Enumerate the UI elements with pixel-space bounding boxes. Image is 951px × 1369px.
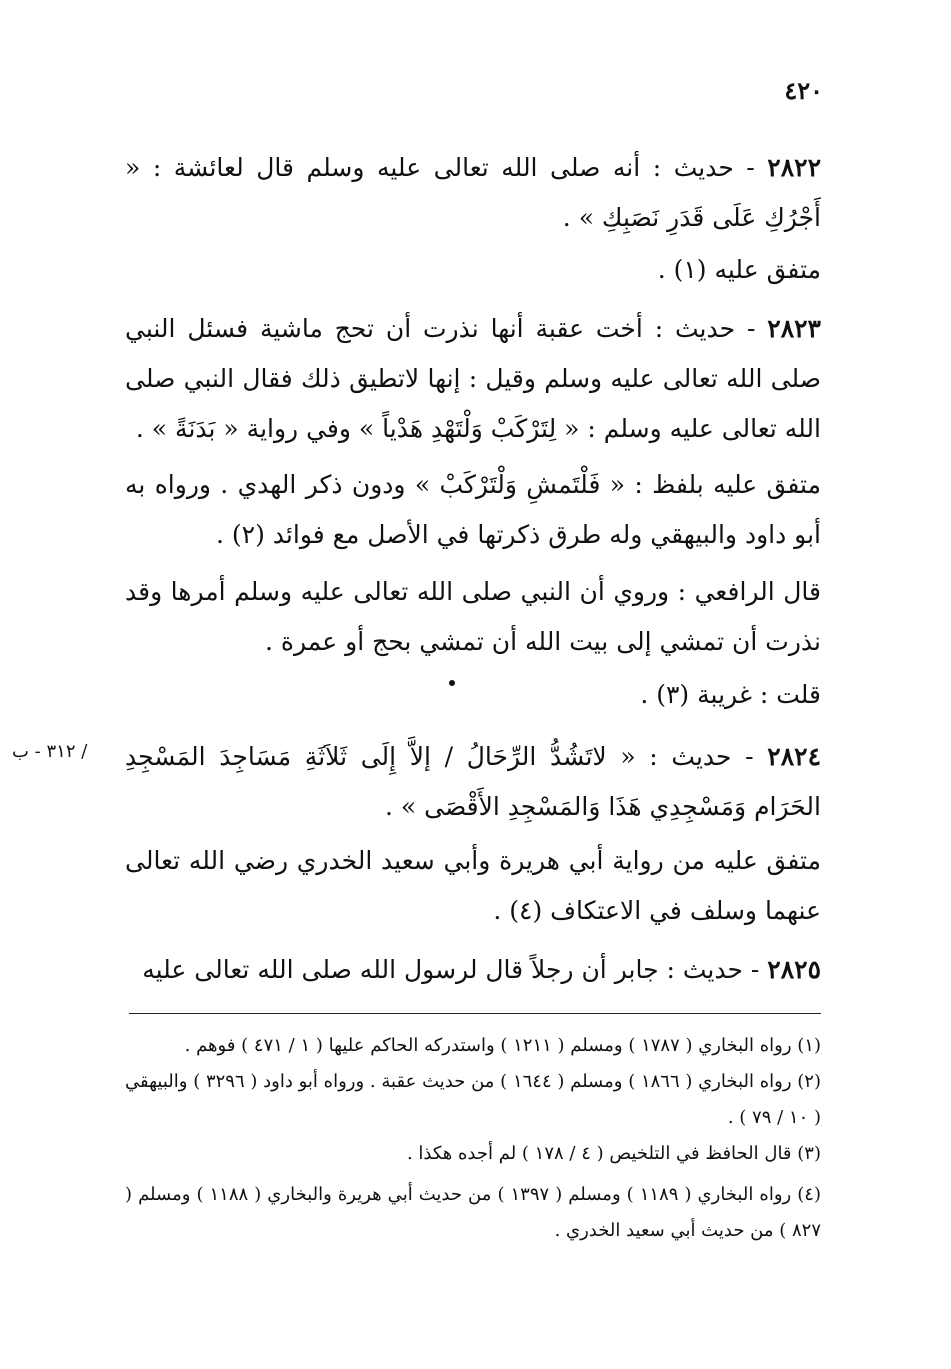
paragraph-text: متفق عليه من رواية أبي هريرة وأبي سعيد الخدري رضي الله تعالى عنهما وسلف في الاعتكاف (٤) . — [125, 846, 821, 925]
hadith-2822 — [125, 143, 821, 243]
hadith-number: ٢٨٢٢ — [767, 153, 821, 182]
hadith-text: - حديث : « لاتَشُدُّ الرِّحَالُ / إلاَّ إِلَى ثَلاَثَةِ مَسَاجِدَ المَسْجِدِ الحَرَام وَمَسْجِدِي هَذَا وَالمَسْجِدِ الأَقْصَى » . — [125, 742, 821, 821]
hadith-2825 — [125, 945, 821, 995]
footnote-4: (٤) رواه البخاري ( ١١٨٩ ) ومسلم ( ١٣٩٧ ) من حديث أبي هريرة والبخاري ( ١١٨٨ ) ومسلم ( ٨٢٧ ) من حديث أبي سعيد الخدري . — [125, 1184, 821, 1241]
paragraph-text: متفق عليه بلفظ : « فَلْتَمشِ وَلْتَرْكَبْ » ودون ذكر الهدي . ورواه به أبو داود والبيهقي وله طرق ذكرتها في الأصل مع فوائد (٢) . — [125, 470, 821, 549]
footnote-separator — [129, 1013, 821, 1014]
takhrij-2824 — [125, 836, 821, 936]
paragraph-text: قال الرافعي : وروي أن النبي صلى الله تعالى عليه وسلم أمرها وقد نذرت أن تمشي إلى بيت الله أن تمشي بحج أو عمرة . — [125, 577, 821, 656]
hadith-2823 — [125, 304, 821, 454]
hadith-text: - حديث : أنه صلى الله تعالى عليه وسلم قال لعائشة : « أَجْرُكِ عَلَى قَدَرِ نَصَبِكِ » . — [125, 153, 821, 232]
rafii-note — [125, 567, 821, 667]
takhrij-2823 — [125, 460, 821, 560]
footnote-2: (٢) رواه البخاري ( ١٨٦٦ ) ومسلم ( ١٦٤٤ ) من حديث عقبة . ورواه أبو داود ( ٣٢٩٦ ) والبيهقي ( ١٠ / ٧٩ ) . — [125, 1071, 821, 1128]
hadith-number: ٢٨٢٣ — [767, 314, 821, 343]
footnote-3: (٣) قال الحافظ في التلخيص ( ٤ / ١٧٨ ) لم أجده هكذا . — [406, 1143, 821, 1164]
takhrij-2822 — [125, 245, 821, 295]
paragraph-text: قلت : غريبة (٣) . — [640, 680, 821, 709]
paragraph-text: متفق عليه (١) . — [657, 255, 821, 284]
footnote-1: (١) رواه البخاري ( ١٧٨٧ ) ومسلم ( ١٢١١ ) واستدركه الحاكم عليها ( ١ / ٤٧١ ) فوهم . — [184, 1035, 821, 1056]
manuscript-folio-note: / ٣١٢ - ب — [12, 741, 88, 762]
hadith-text: - حديث : أخت عقبة أنها نذرت أن تحج ماشية فسئل النبي صلى الله تعالى عليه وسلم وقيل : إنها لاتطيق ذلك فقال النبي صلى الله تعالى عليه وسلم : « لِتَرْكَبْ وَلْتَهْدِ هَدْياً » وفي رواية « بَدَنَةً » . — [125, 314, 821, 443]
hadith-number: ٢٨٢٤ — [767, 742, 822, 771]
hadith-text: - حديث : جابر أن رجلاً قال لرسول الله صلى الله تعالى عليه — [142, 955, 760, 984]
page-number: ٤٢٠ — [784, 76, 823, 105]
author-comment — [125, 670, 821, 720]
hadith-2824 — [125, 732, 821, 832]
hadith-number: ٢٨٢٥ — [767, 955, 821, 984]
